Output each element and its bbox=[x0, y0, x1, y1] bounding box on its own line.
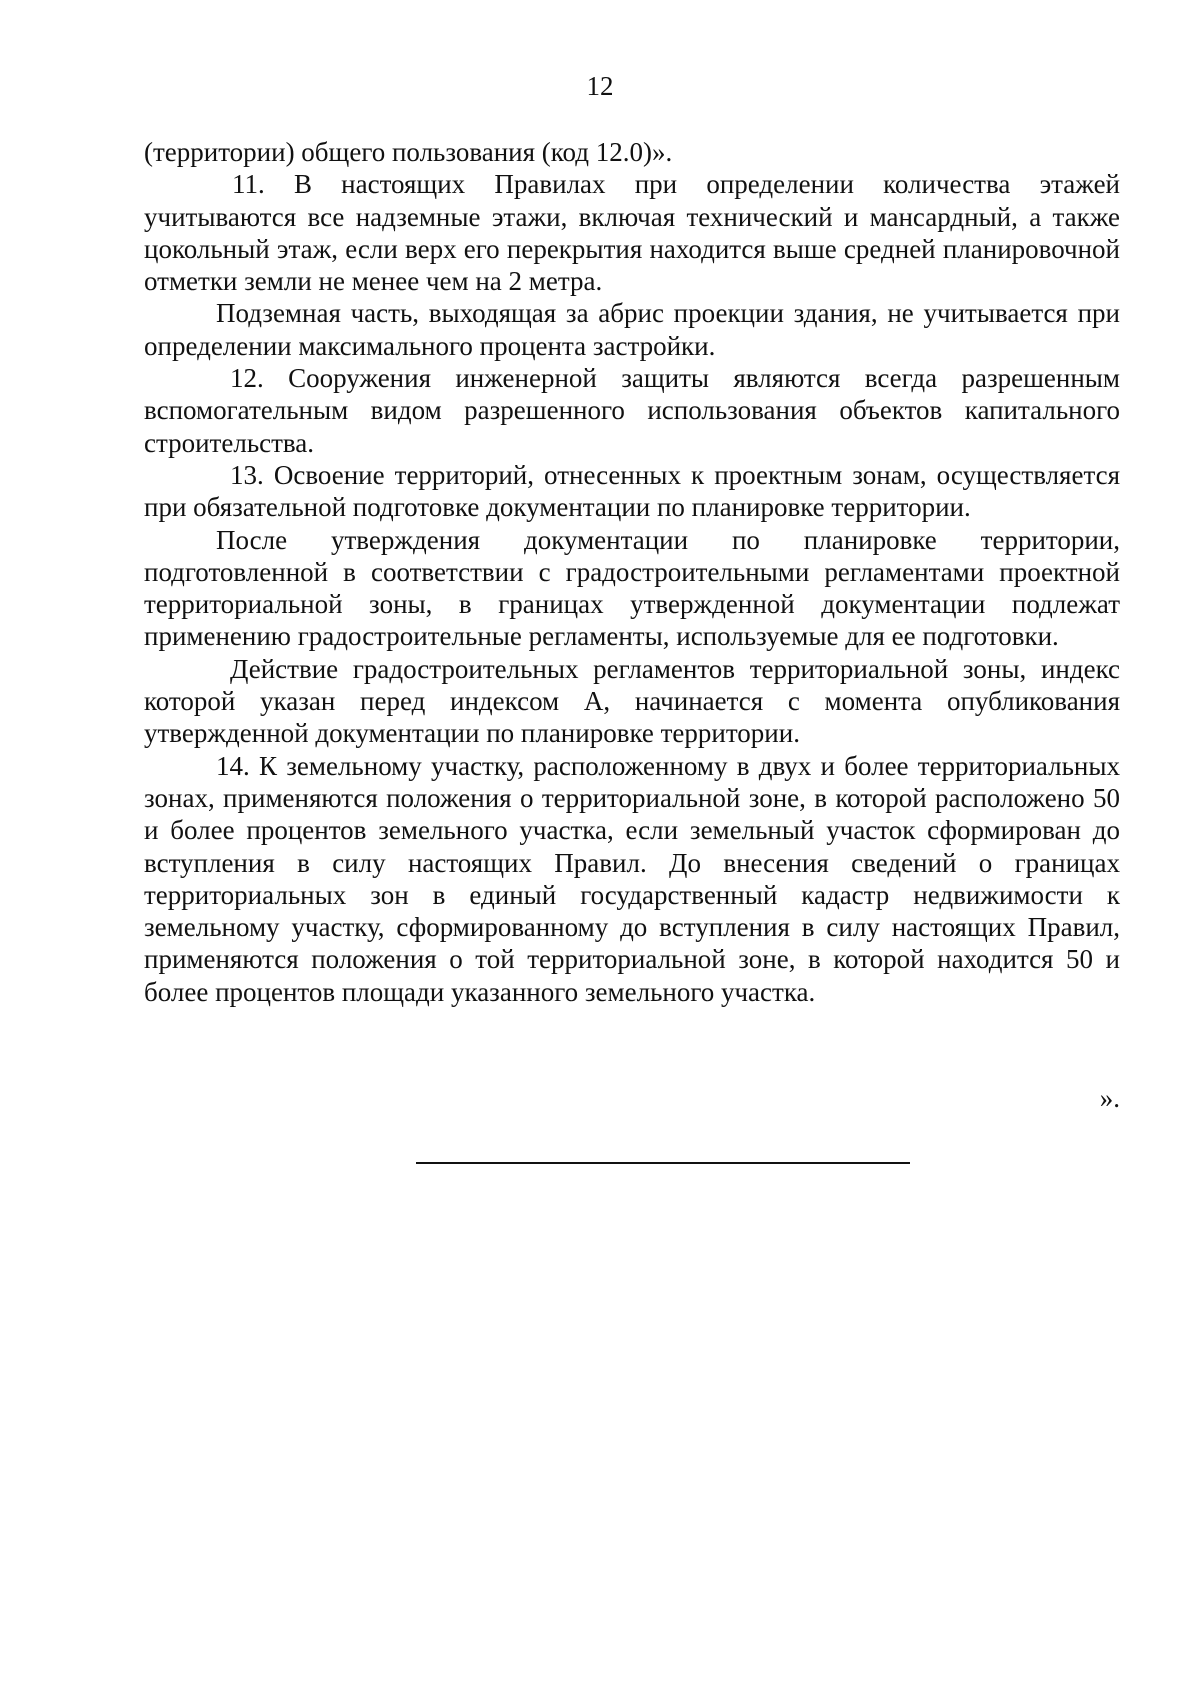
paragraph-item-12: 12. Сооружения инженерной защиты являются всегда разрешенным вспомогательным видом разрешенного использования объектов капитального строительства. bbox=[144, 363, 1120, 458]
paragraph-after-approval: После утверждения документации по планировке территории, подготовленной в соответствии с градостроительными регламентами проектной территориальной зоны, в границах утвержденной документации подлежат применению градостроительные регламенты, используемые для ее подготовки. bbox=[144, 524, 1120, 652]
paragraph-item-11: 11. В настоящих Правилах при определении количества этажей учитываются все надземные этажи, включая технический и мансардный, а также цокольный этаж, если верх его перекрытия находится выше средней планировочной отметки земли не менее чем на 2 метра. bbox=[144, 169, 1120, 297]
document-body bbox=[144, 136, 1120, 1008]
paragraph-item-14: 14. К земельному участку, расположенному в двух и более территориальных зонах, применяются положения о территориальной зоне, в которой расположено 50 и более процентов земельного участка, если земельный участок сформирован до вступления в силу настоящих Правил. До внесения сведений о границах территориальных зон в единый государственный кадастр недвижимости к земельному участку, сформированному до вступления в силу настоящих Правил, применяются положения о той территориальной зоне, в которой находится 50 и более процентов площади указанного земельного участка. bbox=[144, 750, 1120, 1007]
end-divider-line bbox=[416, 1162, 910, 1164]
paragraph-item-13: 13. Освоение территорий, отнесенных к проектным зонам, осуществляется при обязательной подготовке документации по планировке территории. bbox=[144, 459, 1120, 523]
closing-quote-mark: ». bbox=[1099, 1083, 1120, 1113]
paragraph-underground-part: Подземная часть, выходящая за абрис проекции здания, не учитывается при определении максимального процента застройки. bbox=[144, 298, 1120, 361]
paragraph-continuation: (территории) общего пользования (код 12.0)». bbox=[144, 137, 673, 167]
paragraph-regulations-effect: Действие градостроительных регламентов территориальной зоны, индекс которой указан перед индексом А, начинается с момента опубликования утвержденной документации по планировке территории. bbox=[144, 653, 1120, 749]
page-number: 12 bbox=[586, 71, 614, 101]
